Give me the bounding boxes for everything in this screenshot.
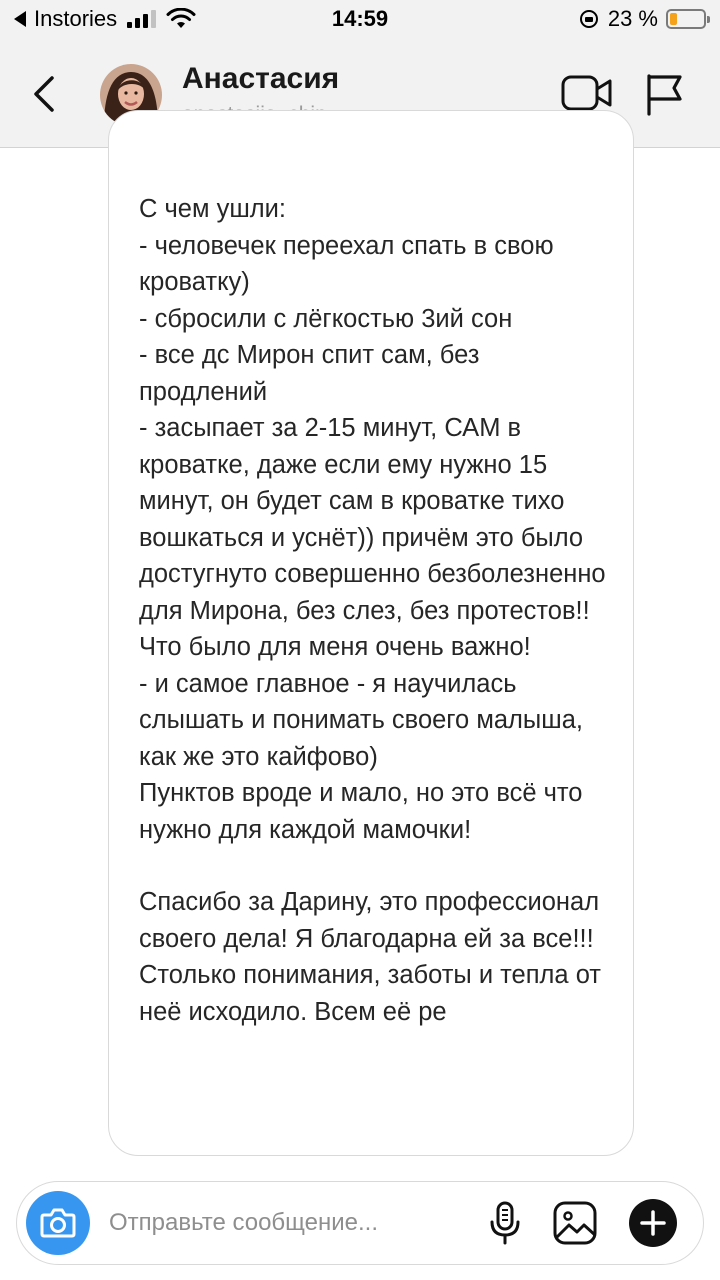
video-camera-icon[interactable] — [560, 72, 614, 114]
message-line: Пунктов вроде и мало, но это всё что нужно для каждой мамочки! — [139, 779, 583, 844]
message-line: - все дс Мирон спит сам, без продлений — [139, 341, 480, 406]
clock: 14:59 — [331, 6, 389, 31]
message-composer — [16, 1181, 704, 1265]
message-text — [139, 191, 609, 1030]
message-line: С чем ушли: — [139, 195, 286, 223]
contact-name[interactable]: Анастасия — [182, 62, 340, 95]
message-bubble[interactable] — [108, 110, 634, 1156]
message-line: Спасибо за Дарину, это профессионал своего дела! Я благодарна ей за все!!! — [139, 888, 600, 953]
battery-percent: 23 % — [607, 6, 658, 31]
camera-button[interactable] — [26, 1191, 90, 1255]
message-line: - человечек переехал спать в свою кроватку) — [139, 231, 554, 296]
microphone-icon[interactable] — [487, 1200, 523, 1246]
back-app-label: Instories — [34, 6, 118, 31]
message-line: - засыпает за 2-15 минут, САМ в кроватке, даже если ему нужно 15 минут, он будет сам в кроватке тихо вошкаться и уснёт)) причём это было достугнуто совершенно безболезненно для Мирона, без слез, без протестов!! Что было для меня очень важно! — [139, 414, 606, 661]
camera-icon — [26, 1191, 90, 1255]
image-icon[interactable] — [551, 1199, 599, 1247]
status-bar — [0, 0, 720, 40]
plus-icon — [629, 1199, 677, 1247]
battery-icon — [666, 9, 706, 29]
message-line: - сбросили с лёгкостью 3ий сон — [139, 304, 513, 333]
message-line: Столько понимания, заботы и тепла от неё исходило. Всем её ре — [139, 961, 601, 1026]
message-line: - и самое главное - я научилась слышать и понимать своего малыша, как же это кайфово) — [139, 669, 583, 771]
add-button[interactable] — [629, 1199, 677, 1247]
flag-icon[interactable] — [644, 72, 684, 116]
chevron-left-icon[interactable] — [28, 74, 62, 114]
battery-level — [670, 13, 677, 25]
orientation-lock-icon — [580, 10, 598, 28]
paragraph-gap — [139, 848, 609, 884]
message-input[interactable] — [109, 1206, 439, 1240]
